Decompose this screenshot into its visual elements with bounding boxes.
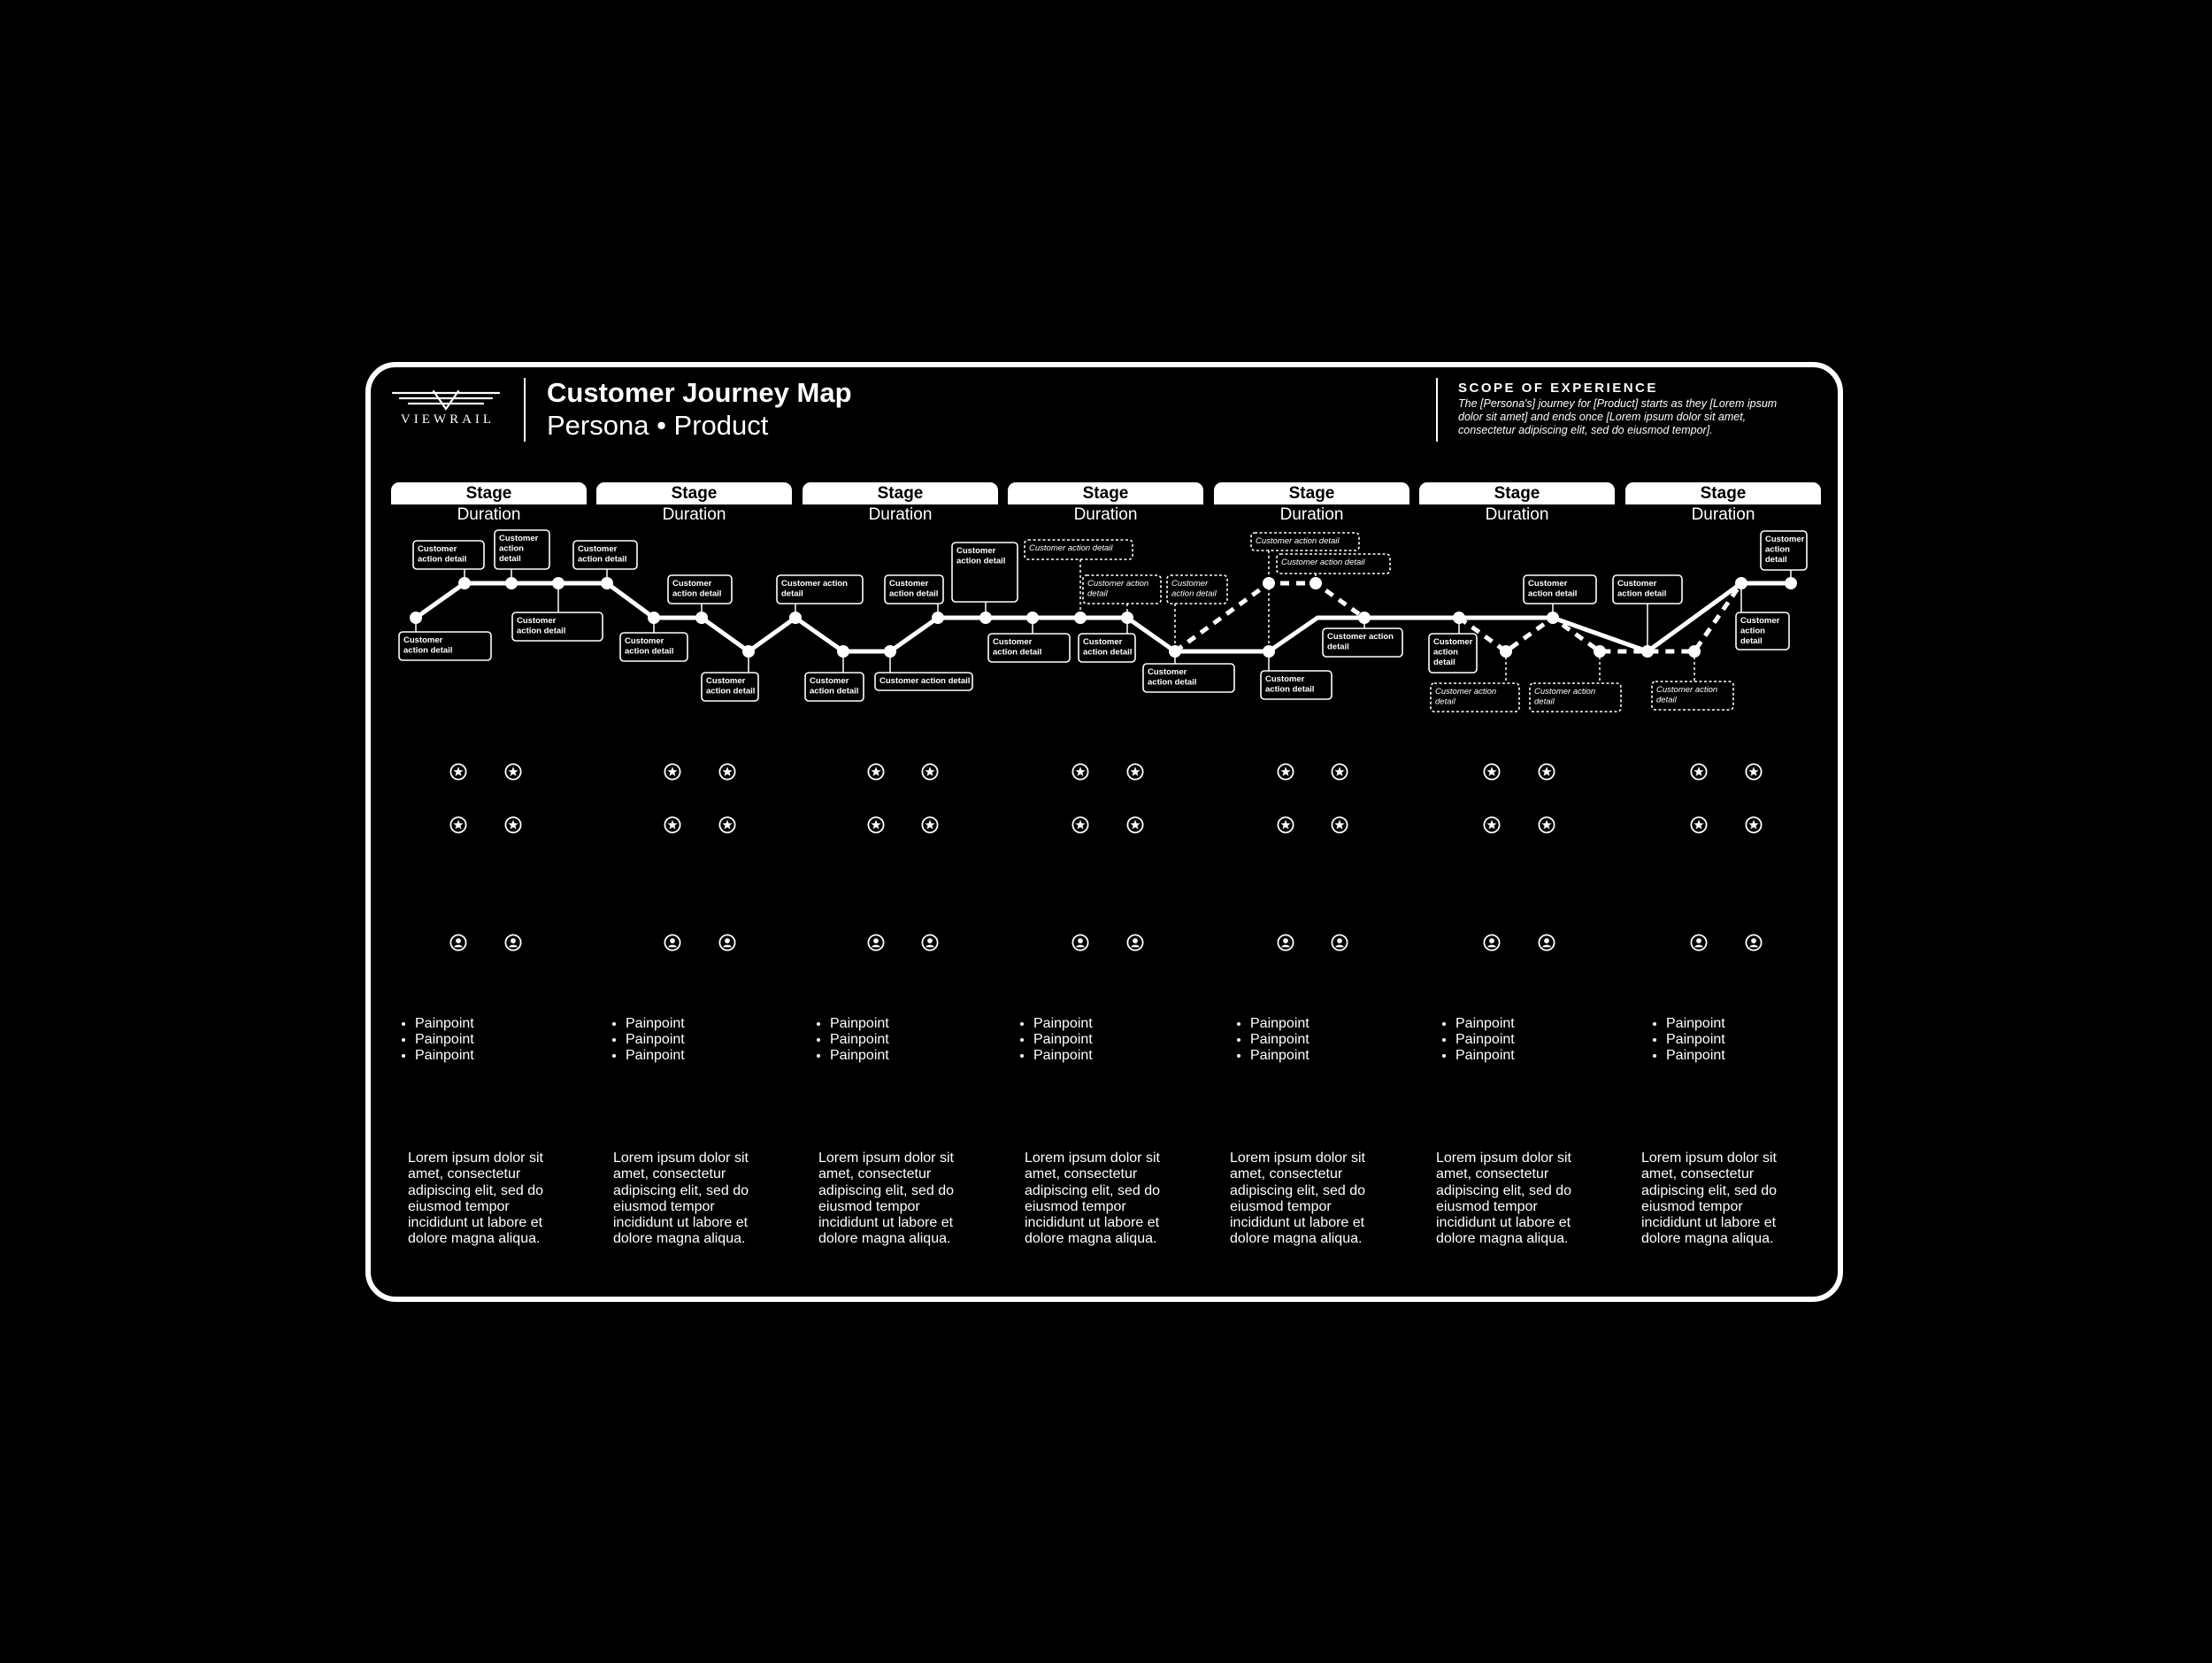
- stage-description: Lorem ipsum dolor sit amet, consectetur adipiscing elit, sed do eiusmod tempor incididunt ut labore et dolore magna aliqua.: [1436, 1151, 1571, 1247]
- star-circle-icon: [1331, 816, 1348, 834]
- star-circle-icon: [1331, 763, 1348, 781]
- star-circle-icon: [1071, 763, 1089, 781]
- painpoint-item: • Painpoint: [1033, 1032, 1193, 1048]
- painpoint-list: [604, 1016, 785, 1064]
- star-circle-icon: [1277, 763, 1294, 781]
- callout-text: Customer action detail: [1740, 616, 1780, 646]
- star-circle-icon: [1745, 763, 1763, 781]
- painpoint-item: • Painpoint: [1033, 1048, 1193, 1064]
- page-subtitle: Persona • Product: [547, 410, 769, 441]
- stage-description: Lorem ipsum dolor sit amet, consectetur adipiscing elit, sed do eiusmod tempor incididunt ut labore et dolore magna aliqua.: [408, 1151, 543, 1247]
- user-circle-icon: [718, 934, 736, 951]
- user-circle-icon: [921, 934, 939, 951]
- stage-duration: Duration: [1073, 505, 1138, 524]
- user-circle-icon: [449, 934, 467, 951]
- user-circle-icon: [867, 934, 885, 951]
- painpoint-item: • Painpoint: [1455, 1048, 1615, 1064]
- painpoint-item: • Painpoint: [626, 1048, 785, 1064]
- stage-description: Lorem ipsum dolor sit amet, consectetur adipiscing elit, sed do eiusmod tempor incididunt ut labore et dolore magna aliqua.: [1641, 1151, 1777, 1247]
- star-circle-icon: [867, 816, 885, 834]
- callout-text: Customer action detail: [1534, 687, 1596, 707]
- star-circle-icon: [449, 816, 467, 834]
- star-circle-icon: [1483, 816, 1501, 834]
- callout-text: Customer action detail: [889, 579, 939, 599]
- callout-text: Customer action detail: [1256, 536, 1340, 546]
- star-circle-icon: [504, 763, 522, 781]
- painpoint-item: • Painpoint: [1250, 1048, 1409, 1064]
- stage-header: Stage: [1008, 482, 1203, 504]
- painpoint-item: • Painpoint: [1455, 1016, 1615, 1032]
- star-circle-icon: [449, 763, 467, 781]
- callout-text: Customer action detail: [403, 635, 453, 656]
- stage-duration: Duration: [1279, 505, 1344, 524]
- painpoint-item: • Painpoint: [1455, 1032, 1615, 1048]
- star-circle-icon: [1745, 816, 1763, 834]
- star-circle-icon: [504, 816, 522, 834]
- user-circle-icon: [1538, 934, 1555, 951]
- stage-description: Lorem ipsum dolor sit amet, consectetur adipiscing elit, sed do eiusmod tempor incididunt ut labore et dolore magna aliqua.: [613, 1151, 749, 1247]
- stage-duration: Duration: [1691, 505, 1755, 524]
- stage-duration: Duration: [1485, 505, 1549, 524]
- user-circle-icon: [1277, 934, 1294, 951]
- painpoint-item: • Painpoint: [830, 1048, 989, 1064]
- callout-text: Customer action detail: [499, 534, 539, 564]
- stage-duration: Duration: [457, 505, 521, 524]
- star-circle-icon: [1538, 763, 1555, 781]
- star-circle-icon: [921, 816, 939, 834]
- stage-description: Lorem ipsum dolor sit amet, consectetur adipiscing elit, sed do eiusmod tempor incididunt ut labore et dolore magna aliqua.: [1025, 1151, 1160, 1247]
- callout-text: Customer action detail: [706, 676, 756, 697]
- star-circle-icon: [664, 763, 681, 781]
- painpoint-list: [1434, 1016, 1615, 1064]
- stage-description: Lorem ipsum dolor sit amet, consectetur adipiscing elit, sed do eiusmod tempor incididunt ut labore et dolore magna aliqua.: [818, 1151, 954, 1247]
- painpoint-item: • Painpoint: [415, 1032, 574, 1048]
- callout-text: Customer action detail: [810, 676, 859, 697]
- painpoint-item: • Painpoint: [626, 1016, 785, 1032]
- star-circle-icon: [1690, 816, 1708, 834]
- callout-text: Customer action detail: [672, 579, 722, 599]
- painpoint-item: • Painpoint: [1250, 1016, 1409, 1032]
- callout-text: Customer action detail: [1433, 637, 1473, 667]
- callout-text: Customer action detail: [1656, 685, 1718, 705]
- callout-text: Customer action detail: [1528, 579, 1578, 599]
- painpoint-list: [394, 1016, 574, 1064]
- callout-text: Customer action detail: [956, 546, 1006, 566]
- callout-text: Customer action detail: [1148, 667, 1197, 688]
- painpoint-item: • Painpoint: [1666, 1032, 1825, 1048]
- painpoint-item: • Painpoint: [1666, 1016, 1825, 1032]
- star-circle-icon: [1690, 763, 1708, 781]
- user-circle-icon: [1331, 934, 1348, 951]
- star-circle-icon: [1483, 763, 1501, 781]
- painpoint-item: • Painpoint: [1250, 1032, 1409, 1048]
- star-circle-icon: [1277, 816, 1294, 834]
- painpoint-item: • Painpoint: [415, 1016, 574, 1032]
- painpoint-list: [1229, 1016, 1409, 1064]
- callout-text: Customer action detail: [418, 544, 467, 565]
- scope-description: The [Persona's] journey for [Product] starts as they [Lorem ipsum dolor sit amet] and ends once [Lorem ipsum dolor sit amet, consectetur adipiscing elit, sed do eiusmod tempor].: [1458, 397, 1778, 436]
- callout-text: Customer action detail: [1765, 535, 1805, 565]
- star-circle-icon: [664, 816, 681, 834]
- star-circle-icon: [1126, 763, 1144, 781]
- painpoint-item: • Painpoint: [626, 1032, 785, 1048]
- user-circle-icon: [504, 934, 522, 951]
- stage-duration: Duration: [662, 505, 726, 524]
- star-circle-icon: [1126, 816, 1144, 834]
- stage-header: Stage: [596, 482, 792, 504]
- star-circle-icon: [867, 763, 885, 781]
- callout-text: Customer action detail: [1083, 637, 1133, 658]
- callout-text: Customer action detail: [517, 616, 566, 636]
- painpoint-item: • Painpoint: [415, 1048, 574, 1064]
- star-circle-icon: [718, 816, 736, 834]
- stage-header: Stage: [803, 482, 998, 504]
- stage-duration: Duration: [868, 505, 933, 524]
- star-circle-icon: [921, 763, 939, 781]
- callout-text: Customer action detail: [1617, 579, 1667, 599]
- star-circle-icon: [718, 763, 736, 781]
- stage-header: Stage: [1625, 482, 1821, 504]
- scope-title: SCOPE OF EXPERIENCE: [1458, 381, 1658, 396]
- painpoint-list: [809, 1016, 989, 1064]
- user-circle-icon: [1690, 934, 1708, 951]
- callout-text: Customer action detail: [1327, 632, 1394, 652]
- painpoint-item: • Painpoint: [830, 1016, 989, 1032]
- stage-header: Stage: [1419, 482, 1615, 504]
- user-circle-icon: [664, 934, 681, 951]
- painpoint-item: • Painpoint: [1666, 1048, 1825, 1064]
- callout-text: Customer action detail: [781, 579, 848, 599]
- user-circle-icon: [1745, 934, 1763, 951]
- callout-text: Customer action detail: [879, 676, 971, 686]
- callout-text: Customer action detail: [1281, 558, 1365, 567]
- callout-text: Customer action detail: [1029, 543, 1113, 553]
- callout-text: Customer action detail: [1171, 579, 1217, 599]
- callout-text: Customer action detail: [1435, 687, 1497, 707]
- painpoint-item: • Painpoint: [1033, 1016, 1193, 1032]
- user-circle-icon: [1126, 934, 1144, 951]
- painpoint-list: [1645, 1016, 1825, 1064]
- callout-text: Customer action detail: [625, 636, 674, 657]
- logo-text: VIEWRAIL: [400, 412, 495, 427]
- page-title: Customer Journey Map: [547, 377, 852, 408]
- callout-text: Customer action detail: [578, 544, 627, 565]
- stage-header: Stage: [1214, 482, 1409, 504]
- user-circle-icon: [1071, 934, 1089, 951]
- stage-header: Stage: [391, 482, 587, 504]
- user-circle-icon: [1483, 934, 1501, 951]
- star-circle-icon: [1071, 816, 1089, 834]
- star-circle-icon: [1538, 816, 1555, 834]
- callout-text: Customer action detail: [1265, 674, 1315, 695]
- callout-text: Customer action detail: [993, 637, 1042, 658]
- callout-text: Customer action detail: [1087, 579, 1149, 599]
- painpoint-list: [1012, 1016, 1193, 1064]
- stage-description: Lorem ipsum dolor sit amet, consectetur adipiscing elit, sed do eiusmod tempor incididunt ut labore et dolore magna aliqua.: [1230, 1151, 1365, 1247]
- painpoint-item: • Painpoint: [830, 1032, 989, 1048]
